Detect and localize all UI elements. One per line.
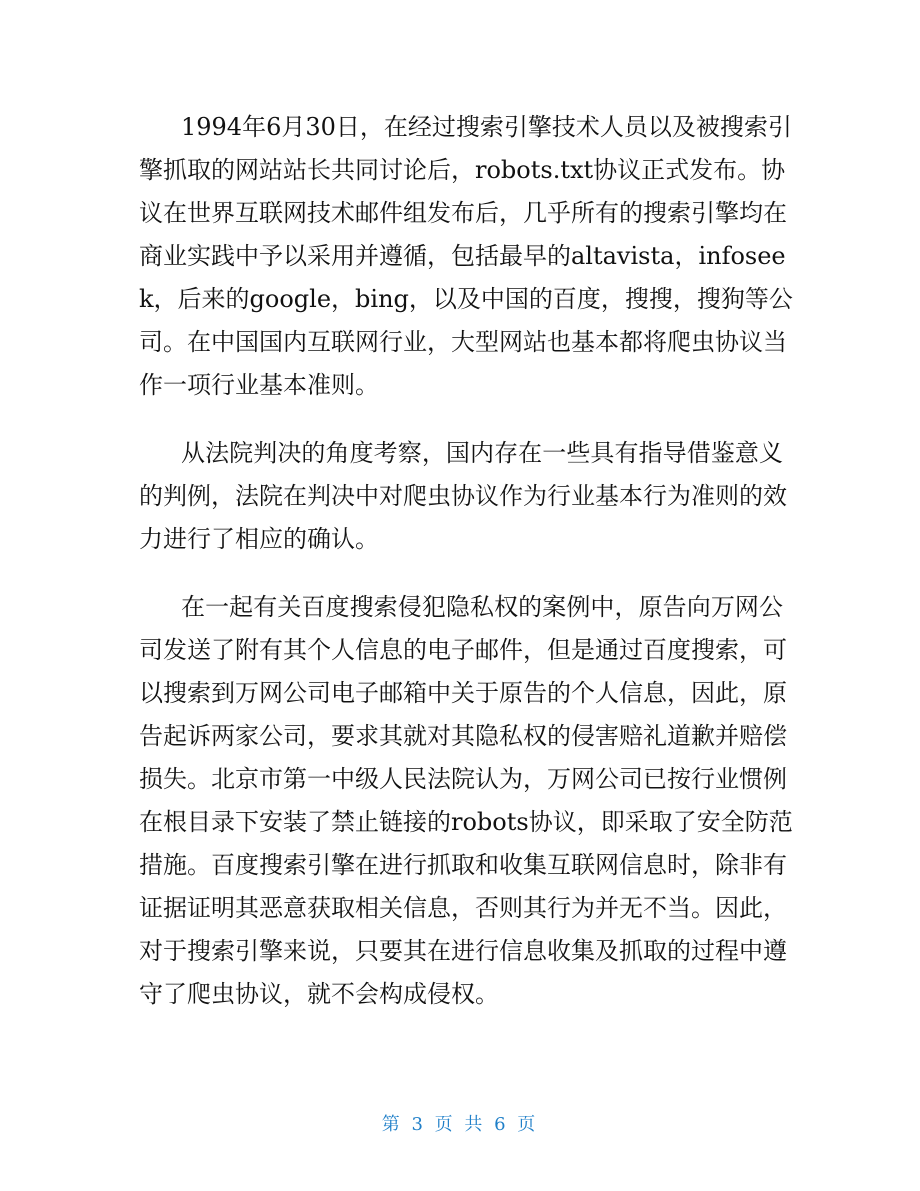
- paragraph-line: 商业实践中予以采用并遵循，包括最早的altavista，infosee: [139, 242, 786, 270]
- paragraph-line: 的判例，法院在判决中对爬虫协议作为行业基本行为准则的效: [139, 482, 787, 510]
- paragraph-line: 司。在中国国内互联网行业，大型网站也基本都将爬虫协议当: [139, 328, 787, 356]
- paragraph-line: 措施。百度搜索引擎在进行抓取和收集互联网信息时，除非有: [139, 851, 787, 879]
- paragraph-line: 作一项行业基本准则。: [139, 371, 379, 399]
- paragraph-line: 擎抓取的网站站长共同讨论后，robots.txt协议正式发布。协: [139, 156, 786, 184]
- page-number-footer: 第 3 页 共 6 页: [381, 1114, 539, 1135]
- paragraph-line: 力进行了相应的确认。: [139, 525, 379, 553]
- paragraph-line: 司发送了附有其个人信息的电子邮件，但是通过百度搜索，可: [139, 636, 787, 664]
- paragraph-line: 在根目录下安装了禁止链接的robots协议，即采取了安全防范: [139, 808, 793, 836]
- paragraph-line: 证据证明其恶意获取相关信息，否则其行为并无不当。因此，: [139, 894, 787, 922]
- paragraph-line: 1994年6月30日，在经过搜索引擎技术人员以及被搜索引: [181, 113, 792, 141]
- paragraph-line: 告起诉两家公司，要求其就对其隐私权的侵害赔礼道歉并赔偿: [139, 722, 787, 750]
- paragraph-line: 以搜索到万网公司电子邮箱中关于原告的个人信息，因此，原: [139, 679, 787, 707]
- paragraph-line: 对于搜索引擎来说，只要其在进行信息收集及抓取的过程中遵: [139, 937, 787, 965]
- paragraph-line: 守了爬虫协议，就不会构成侵权。: [139, 980, 499, 1008]
- paragraph-line: k，后来的google，bing，以及中国的百度，搜搜，搜狗等公: [139, 285, 793, 313]
- paragraph-line: 议在世界互联网技术邮件组发布后，几乎所有的搜索引擎均在: [139, 199, 787, 227]
- paragraph-line: 从法院判决的角度考察，国内存在一些具有指导借鉴意义: [181, 439, 783, 467]
- paragraph-line: 在一起有关百度搜索侵犯隐私权的案例中，原告向万网公: [181, 593, 783, 621]
- paragraph-line: 损失。北京市第一中级人民法院认为，万网公司已按行业惯例: [139, 765, 787, 793]
